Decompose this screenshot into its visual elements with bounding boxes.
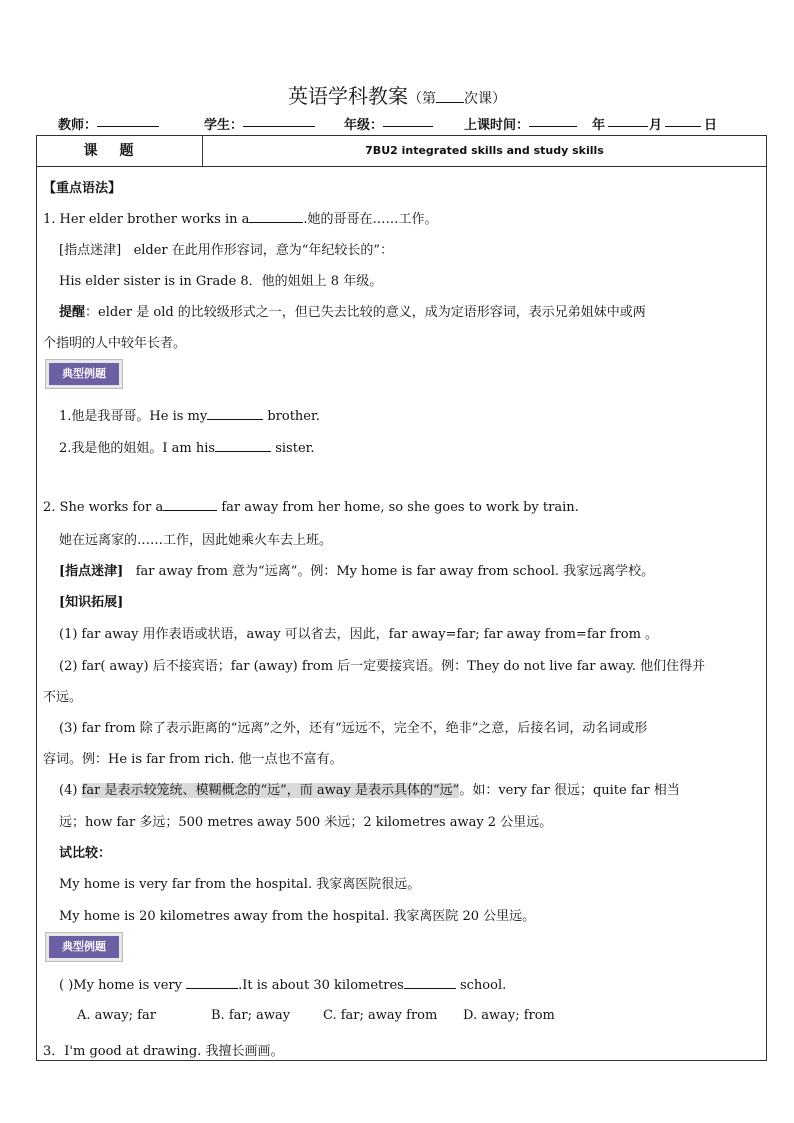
knowledge-3-cont: 容词。例：He is far from rich. 他一点也不富有。: [43, 752, 343, 767]
exercise-3: ( )My home is very .It is about 30 kilometres school.: [59, 978, 507, 993]
compare-2: My home is 20 kilometres away from the hospital. 我家离医院 20 公里远。: [59, 909, 536, 924]
reminder-1-cont: 个指明的人中较年长者。: [43, 336, 187, 351]
month-blank[interactable]: [608, 126, 648, 127]
title-sub-right: 次课）: [464, 91, 506, 107]
answer-blank[interactable]: [163, 499, 217, 511]
answer-blank[interactable]: [249, 211, 303, 223]
typical-example-badge-2: 典型例题: [45, 932, 123, 962]
knowledge-2-cont: 不远。: [43, 690, 83, 705]
tip-1: [指点迷津] elder 在此用作形容词，意为“年纪较长的”：: [59, 243, 394, 258]
knowledge-1: (1) far away 用作表语或状语，away 可以省去，因此，far away=far; far away from=far from 。: [59, 627, 659, 642]
knowledge-4-cont: 远；how far 多远；500 metres away 500 米远；2 kilometres away 2 公里远。: [59, 815, 553, 830]
tip-2: [指点迷津] far away from 意为“远离”。例：My home is far away from school. 我家远离学校。: [59, 564, 655, 579]
knowledge-3: (3) far from 除了表示距离的“远离”之外，还有“远远不，完全不，绝非”之意，后接名词，动名词或形: [59, 721, 648, 736]
compare-1: My home is very far from the hospital. 我家离医院很远。: [59, 877, 421, 892]
answer-blank[interactable]: [186, 977, 238, 989]
compare-heading: 试比较：: [59, 846, 112, 861]
point-2: 2. She works for a far away from her home, so she goes to work by train.: [43, 500, 579, 515]
point-1: 1. Her elder brother works in a .她的哥哥在……工作。: [43, 212, 438, 227]
exercise-2: 2.我是他的姐姐。I am his sister.: [59, 441, 315, 456]
knowledge-heading: [知识拓展]: [59, 595, 124, 610]
title-sub-left: （第: [408, 91, 436, 107]
knowledge-4: (4) far 是表示较笼统、模糊概念的“远”，而 away 是表示具体的“远”。如：very far 很远；quite far 相当: [59, 783, 680, 798]
example-1: His elder sister is in Grade 8．他的姐姐上 8 年级。: [59, 274, 383, 289]
student-field: 学生：: [204, 114, 243, 133]
day-label: 日: [704, 118, 718, 133]
section-heading: 【重点语法】: [43, 181, 122, 196]
typical-example-badge: 典型例题: [45, 359, 123, 389]
reminder-1: 提醒：elder 是 old 的比较级形式之一，但已失去比较的意义，成为定语形容词，表示兄弟姐妹中或两: [59, 305, 646, 320]
point-3: 3．I'm good at drawing. 我擅长画画。: [43, 1044, 284, 1059]
topic-label: 课题: [37, 136, 203, 166]
day-blank[interactable]: [665, 126, 701, 127]
answer-blank[interactable]: [207, 408, 263, 420]
title-main: 英语学科教案: [288, 84, 408, 108]
lesson-number-blank[interactable]: [436, 102, 464, 103]
option-d[interactable]: D. away; from: [463, 1008, 555, 1023]
teacher-field: 教师：: [58, 114, 97, 133]
option-c[interactable]: C. far; away from: [323, 1008, 438, 1023]
exercise-1: 1.他是我哥哥。He is my brother.: [59, 409, 320, 424]
lesson-table: [36, 135, 767, 1061]
topic-row: [37, 136, 766, 167]
year-label: 年: [592, 118, 606, 133]
answer-blank[interactable]: [215, 440, 271, 452]
grade-field: 年级：: [344, 114, 383, 133]
answer-blank[interactable]: [404, 977, 456, 989]
document-title: [0, 80, 794, 109]
class-time-field: 上课时间：: [464, 114, 529, 133]
point-2-translation: 她在远离家的……工作，因此她乘火车去上班。: [59, 533, 333, 548]
month-label: 月: [649, 118, 663, 133]
knowledge-2: (2) far( away) 后不接宾语；far (away) from 后一定要接宾语。例：They do not live far away. 他们住得并: [59, 659, 706, 674]
option-a[interactable]: A. away; far: [77, 1008, 156, 1023]
topic-value: 7BU2 integrated skills and study skills: [365, 144, 604, 157]
option-b[interactable]: B. far; away: [211, 1008, 291, 1023]
